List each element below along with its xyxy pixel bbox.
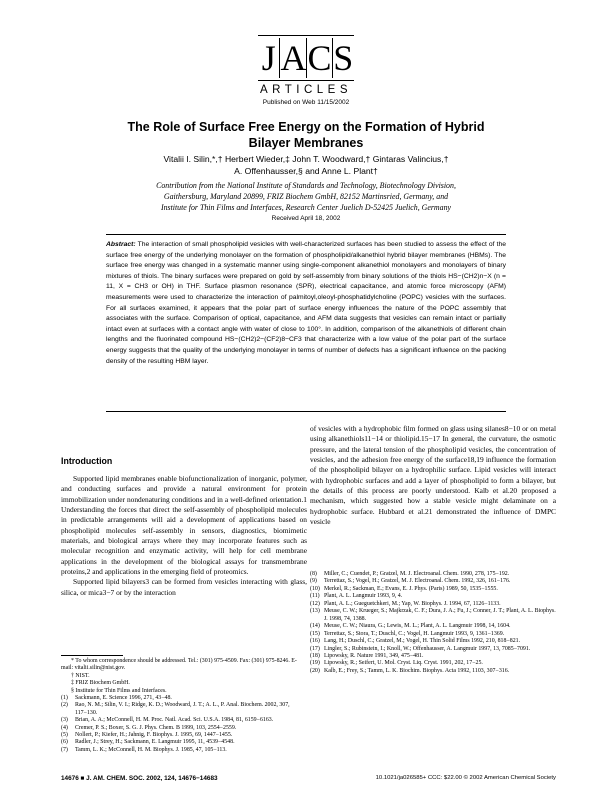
affiliations	[90, 180, 522, 213]
author-list	[100, 153, 512, 177]
reference-item	[310, 571, 556, 578]
page-footer-citation: 14676 ■ J. AM. CHEM. SOC. 2002, 124, 14676−14683	[61, 775, 218, 782]
footnote-item-number: (5)	[61, 732, 68, 739]
paper-title	[100, 119, 512, 151]
affiliation-line-2: Gaithersburg, Maryland 20899, FRIZ Biochem GmbH, 82152 Martinsried, Germany, and	[163, 192, 449, 201]
logo-letter-j: J	[261, 38, 276, 78]
reference-item-number: (17)	[310, 645, 320, 652]
footnote-item	[61, 702, 307, 717]
footnote-item-number: (6)	[61, 739, 68, 746]
footnote-item-text: § Institute for Thin Films and Interfaces.	[71, 687, 167, 694]
footnote-item-text: Cremer, P. S.; Boxer, S. G. J. Phys. Chem. B 1999, 103, 2554−2559.	[75, 724, 237, 731]
reference-item-number: (20)	[310, 667, 320, 674]
reference-item	[310, 631, 556, 638]
footnote-item-number: (3)	[61, 717, 68, 724]
reference-item	[310, 623, 556, 630]
footnote-item	[61, 695, 307, 702]
footnote-item	[61, 717, 307, 724]
footnote-item-text: Nollert, P.; Kiefer, H.; Jahnig, F. Biophys. J. 1995, 69, 1447−1455.	[75, 732, 233, 739]
reference-item-text: Miller, C.; Cuendet, P.; Gratzel, M. J. Electroanal. Chem. 1990, 278, 175−192.	[324, 571, 510, 577]
footnote-item	[61, 747, 307, 754]
footnote-item-number: (7)	[61, 746, 68, 753]
reference-item-number: (9)	[310, 578, 317, 585]
reference-item-number: (19)	[310, 660, 320, 667]
footnote-item-text: Brian, A. A.; McConnell, H. M. Proc. Natl. Acad. Sci. U.S.A. 1984, 81, 6159−6163.	[75, 717, 274, 724]
logo-letter-s: S	[333, 38, 354, 78]
footnote-item-text: Rao, N. M.; Silin, V. I.; Ridge, K. D.; Woodward, J. T.; A. L., P. Anal. Biochem. 2002, 307, 117−130.	[75, 702, 290, 716]
reference-item-number: (8)	[310, 571, 317, 577]
logo-letter-a: A	[280, 38, 307, 78]
right-column	[310, 424, 556, 527]
abstract	[106, 240, 506, 367]
reference-item-text: Terrettaz, S.; Vogel, H.; Gratzel, M. J. Electroanal. Chem. 1992, 326, 161−176.	[324, 578, 511, 585]
footnote-item-number: (1)	[61, 695, 68, 702]
footnote-item-text: * To whom correspondence should be addressed. Tel.: (301) 975-4509. Fax: (301) 975-8246. E-mail: vitalii.silin@nist.gov.	[61, 658, 297, 672]
reference-item	[310, 638, 556, 645]
abstract-label: Abstract:	[106, 241, 136, 248]
footnotes	[61, 658, 307, 754]
reference-item-text: Kalb, E.; Frey, S.; Tamm, L. K. Biochim. Biophys. Acta 1992, 1103, 307−316.	[324, 667, 510, 674]
footnote-item-text: † NIST.	[71, 672, 90, 679]
logo-letter-c: C	[307, 38, 332, 78]
reference-item-text: Plant, A. L. Langmuir 1993, 9, 4.	[324, 593, 403, 600]
footnote-item-text: Tamm, L. K.; McConnell, H. M. Biophys. J. 1985, 47, 105−113.	[75, 746, 227, 753]
reference-item-text: Lingler, S.; Rubinstein, I.; Knoll, W.; Offenhausser, A. Langmuir 1997, 13, 7085−7091.	[324, 645, 531, 652]
authors-line-2: A. Offenhausser,§ and Anne L. Plant†	[234, 166, 378, 176]
references	[310, 571, 556, 675]
footnote-item	[61, 725, 307, 732]
affiliation-line-3: Institute for Thin Films and Interfaces, Research Center Juelich D-52425 Juelich, Germany	[160, 203, 452, 212]
published-date: Published on Web 11/15/2002	[262, 99, 350, 106]
footnote-item	[61, 680, 307, 687]
abstract-text: The interaction of small phospholipid vesicles with well-characterized surfaces has been studied to assess the effect of the surface free energy of the underlying monolayer on the formation of phospholipid/alkanethiol hybrid bilayer membranes (HBMs). The surface free energy was changed in a systematic manner using single-component alkanethiol monolayers and monolayers of binary mixtures of thiols. The binary surfaces were prepared on gold by self-assembly from binary solutions of the thiols HS−(CH2)n−X (n = 11, X = CH3 or OH) in THF. Surface plasmon resonance (SPR), electrical capacitance, and atomic force microscopy (AFM) measurements were used to characterize the interaction of palmitoyl,oleoyl-phosphatidylcholine (POPC) vesicles with the surfaces. For all surfaces examined, it appears that the polar part of surface energy influences the nature of the POPC assembly that associates with the surface. Comparison of optical, capacitance, and AFM data suggests that vesicles can remain intact or partially intact even at surfaces with a contact angle with water of close to 100°. In addition, comparison of the alkanethiols of different chain lengths and the fluorinated compound HS−(CH2)2−(CF2)8−CF3 that characterize with a low value of the polar part of the surface energy suggests that the quality of the underlying monolayer in terms of number of defects has a significant influence on the packing density of the resulting HBM layer.	[106, 241, 506, 365]
page-footer-doi: 10.1021/ja026585+ CCC: $22.00 © 2002 American Chemical Society	[375, 775, 556, 781]
section-heading-introduction: Introduction	[61, 456, 113, 466]
reference-item-number: (14)	[310, 623, 320, 630]
footnote-item	[61, 732, 307, 739]
section-label: ARTICLES	[259, 84, 353, 96]
reference-item-number: (10)	[310, 585, 320, 592]
reference-item	[310, 668, 556, 675]
footnote-item-number: (4)	[61, 724, 68, 731]
reference-item	[310, 660, 556, 667]
affiliation-line-1: Contribution from the National Institute of Standards and Technology, Biotechnology Division,	[156, 181, 456, 190]
footnote-item	[61, 688, 307, 695]
logo-top-rule	[258, 35, 354, 36]
reference-item-text: Merkel, R.; Sackman, E.; Evans, E. J. Phys. (Paris) 1989, 50, 1535−1555.	[324, 585, 498, 592]
reference-item-text: Meuse, C. W.; Niaura, G.; Lewis, M. L.; Plant, A. L. Langmuir 1998, 14, 1604.	[324, 623, 511, 630]
reference-item-number: (11)	[310, 593, 320, 600]
footnote-item-text: Sackmann, E. Science 1996, 271, 43−48.	[75, 695, 172, 702]
intro-paragraph-1: Supported lipid membranes enable biofunctionalization of inorganic, polymer, and conducting surfaces and provide a natural environment for protein immobilization under nondenaturing conditions and in a well-defined orientation.1 Understanding the forces that direct the self-assembly of phospholipid molecules in predictable arrangements will aid a development of applications based on phospholipid molecules self-assembly in sensors, diagnostics, biomimetic materials, and biological arrays where they may incorporate features such as molecular recognition and enzymatic activity, will help for cell membrane applications in the development of the biological assays for transmembrane proteins,2 and applications in the emerging field of proteomics.	[61, 474, 307, 577]
journal-logo	[258, 38, 354, 78]
reference-item-text: Lang, H.; Duschl, C.; Gratzel, M.; Vogel, H. Thin Solid Films 1992, 210, 818−821.	[324, 638, 521, 645]
logo-bottom-rule	[258, 80, 354, 81]
intro-paragraph-2: Supported lipid bilayers3 can be formed from vesicles interacting with glass, silica, or mica3−7 or by the interaction	[61, 577, 307, 597]
reference-item	[310, 601, 556, 608]
reference-item-number: (13)	[310, 608, 320, 615]
reference-item-number: (16)	[310, 638, 320, 645]
received-date: Received April 18, 2002	[271, 215, 341, 222]
reference-item	[310, 593, 556, 600]
footnote-rule	[61, 655, 123, 656]
footnote-item	[61, 658, 307, 673]
footnote-item-text: ‡ FRIZ Biochem GmbH.	[71, 680, 130, 687]
reference-item-text: Lipowsky, R. Nature 1991, 349, 475−481.	[324, 652, 424, 659]
reference-item-number: (18)	[310, 652, 320, 659]
reference-item	[310, 586, 556, 593]
footnote-item-number: (2)	[61, 702, 68, 709]
left-column	[61, 474, 307, 598]
footnote-item	[61, 739, 307, 746]
footnote-item-text: Radler, J.; Strey, H.; Sackmann, E. Langmuir 1995, 11, 4539−4548.	[75, 739, 235, 746]
intro-paragraph-2-continued: of vesicles with a hydrophobic film formed on glass using silanes8−10 or on metal using alkanethiols11−14 or thiolipid.15−17 In general, the curvature, the osmotic pressure, and the lateral tension of the phospholipid vesicles, the concentration of vesicles, and the adhesion free energy of the surface18,19 influence the formation of the phospholipid bilayer on a hydrophilic surface. Lipid vesicles will interact with hydrophobic surfaces and add a layer of phospholipid to form a bilayer, but the details of this process are poorly understood. Kalb et al.20 proposed a mechanism, which suggested how a stable vesicle might delaminate on a hydrophobic surface. Hubbard et al.21 demonstrated the influence of DMPC vesicle	[310, 424, 556, 527]
title-line-1: The Role of Surface Free Energy on the Formation of Hybrid	[127, 120, 485, 134]
abstract-top-rule	[106, 234, 506, 235]
reference-item-text: Plant, A. L.; Gueguetchkeri, M.; Yap, W. Biophys. J. 1994, 67, 1126−1133.	[324, 600, 501, 607]
reference-item-number: (12)	[310, 600, 320, 607]
reference-item	[310, 608, 556, 623]
reference-item-number: (15)	[310, 630, 320, 637]
title-line-2: Bilayer Membranes	[248, 136, 364, 150]
reference-item-text: Terrettaz, S.; Stora, T.; Duschl, C.; Vogel, H. Langmuir 1993, 9, 1361−1369.	[324, 630, 505, 637]
reference-item	[310, 578, 556, 585]
reference-item-text: Meuse, C. W.; Krueger, S.; Majkrzak, C. F.; Dura, J. A.; Fu, J.; Conner, J. T.; Plant, A. L. Biophys. J. 1998, 74, 1388.	[324, 608, 556, 622]
footnote-item	[61, 673, 307, 680]
reference-item	[310, 646, 556, 653]
abstract-bottom-rule	[106, 411, 506, 412]
reference-item-text: Lipowsky, R.; Seifert, U. Mol. Cryst. Liq. Cryst. 1991, 202, 17−25.	[324, 660, 483, 667]
authors-line-1: Vitalii I. Silin,*,† Herbert Wieder,‡ John T. Woodward,† Gintaras Valincius,†	[163, 154, 449, 164]
